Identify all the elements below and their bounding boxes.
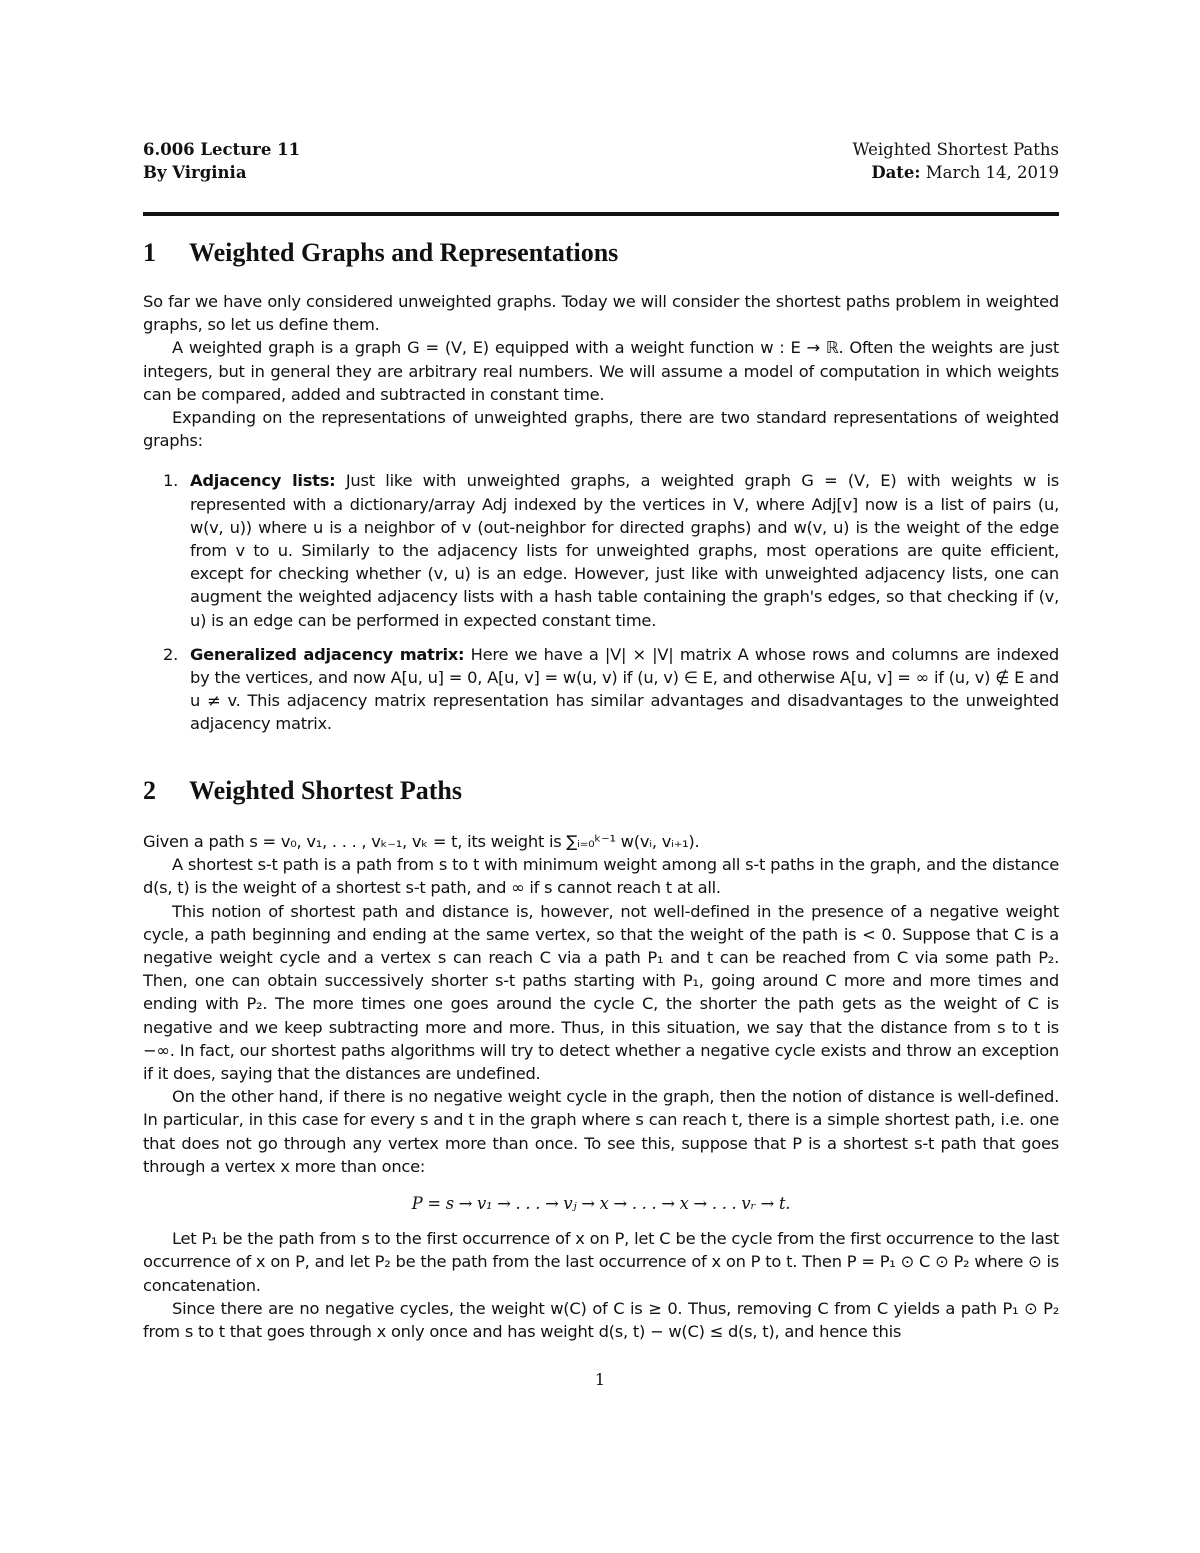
date-value: March 14, 2019 bbox=[920, 163, 1059, 182]
list-item-number: 1. bbox=[163, 471, 179, 491]
section-2-paragraph-2: A shortest s-t path is a path from s to t with minimum weight among all s-t paths in the graph, and the distance d(s, t) is the weight of a shortest s-t path, and ∞ if s cannot reach t at all. bbox=[143, 855, 1059, 898]
page-number: 1 bbox=[594, 1370, 606, 1389]
list-item-number: 2. bbox=[163, 644, 179, 664]
section-2-heading bbox=[143, 776, 462, 806]
list-item bbox=[143, 643, 1059, 736]
path-equation: P = s → v₁ → . . . → vⱼ → x → . . . → x → . . . vᵣ → t. bbox=[411, 1194, 791, 1214]
section-1-title: Weighted Graphs and Representations bbox=[189, 238, 619, 267]
section-2-body bbox=[143, 830, 1059, 1343]
section-1-paragraph-3: Expanding on the representations of unweighted graphs, there are two standard representations of weighted graphs: bbox=[143, 408, 1059, 451]
section-1-number: 1 bbox=[143, 238, 156, 267]
lecture-topic: Weighted Shortest Paths bbox=[852, 140, 1059, 159]
header-rule bbox=[143, 212, 1059, 216]
section-2-number: 2 bbox=[143, 776, 156, 805]
section-1-heading bbox=[143, 238, 618, 268]
section-1-paragraph-1: So far we have only considered unweighted graphs. Today we will consider the shortest paths problem in weighted graphs, so let us define them. bbox=[143, 292, 1059, 335]
date-label: Date: bbox=[871, 163, 921, 182]
header-row-1 bbox=[143, 138, 1059, 161]
list-item-text: Just like with unweighted graphs, a weighted graph G = (V, E) with weights w is represented with a dictionary/array Adj indexed by the vertices in V, where Adj[v] now is a list of pairs (u, w(v, u)) where u is a neighbor of v (out-neighbor for directed graphs) and w(v, u) is the weight of the edge from v to u. Similarly to the adjacency lists for unweighted graphs, most operations are quite efficient, except for checking whether (v, u) is an edge. However, just like with unweighted adjacency lists, one can augment the weighted adjacency lists with a hash table containing the graph's edges, so that checking if (v, u) is an edge can be performed in expected constant time. bbox=[190, 471, 1059, 630]
section-2-paragraph-6: Since there are no negative cycles, the weight w(C) of C is ≥ 0. Thus, removing C from C yields a path P₁ ⊙ P₂ from s to t that goes through x only once and has weight d(s, t) − w(C) ≤ d(s, t), and hence this bbox=[143, 1298, 1059, 1342]
date-line bbox=[871, 161, 1059, 184]
list-item bbox=[143, 469, 1059, 631]
course-lecture: 6.006 Lecture 11 bbox=[143, 140, 301, 159]
section-2-paragraph-4: On the other hand, if there is no negative weight cycle in the graph, then the notion of distance is well-defined. In particular, in this case for every s and t in the graph where s can reach t, there is a simple shortest path, i.e. one that does not go through any vertex more than once. To see this, suppose that P is a shortest s-t path that goes through a vertex x more than once: bbox=[143, 1087, 1059, 1176]
list-item-title: Generalized adjacency matrix: bbox=[190, 644, 465, 664]
section-2-paragraph-3: This notion of shortest path and distance is, however, not well-defined in the presence of a negative weight cycle, a path beginning and ending at the same vertex, so that the weight of the path is < 0. Suppose that C is a negative weight cycle and a vertex s can reach C via a path P₁ and t can be reached from C via some path P₂. Then, one can obtain successively shorter s-t paths starting with P₁, going around C more and more times and ending with P₂. The more times one goes around the cycle C, the shorter the path gets as the weight of C is negative and we keep subtracting more and more. Thus, in this situation, we say that the distance from s to t is −∞. In fact, our shortest paths algorithms will try to detect whether a negative cycle exists and throw an exception if it does, saying that the distances are undefined. bbox=[143, 901, 1059, 1084]
section-1-paragraph-2: A weighted graph is a graph G = (V, E) equipped with a weight function w : E → ℝ. Often the weights are just integers, but in general they are arbitrary real numbers. We will assume a model of computation in which weights can be compared, added and subtracted in constant time. bbox=[143, 338, 1059, 404]
list-item-text: Here we have a |V| × |V| matrix A whose rows and columns are indexed by the vertices, and now A[u, u] = 0, A[u, v] = w(u, v) if (u, v) ∈ E, and otherwise A[u, v] = ∞ if (u, v) ∉ E and u ≠ v. This adjacency matrix representation has similar advantages and disadvantages to the unweighted adjacency matrix. bbox=[190, 644, 1059, 734]
section-2-paragraph-5: Let P₁ be the path from s to the first occurrence of x on P, let C be the cycle from the first occurrence to the last occurrence of x on P, and let P₂ be the path from the last occurrence of x on P to t. Then P = P₁ ⊙ C ⊙ P₂ where ⊙ is concatenation. bbox=[143, 1229, 1059, 1295]
author: By Virginia bbox=[143, 163, 247, 182]
section-1-body bbox=[143, 290, 1059, 747]
representation-list bbox=[143, 469, 1059, 735]
page-header bbox=[143, 138, 1059, 184]
list-item-title: Adjacency lists: bbox=[190, 471, 336, 491]
header-row-2 bbox=[143, 161, 1059, 184]
section-2-paragraph-1: Given a path s = v₀, v₁, . . . , vₖ₋₁, vₖ = t, its weight is ∑ᵢ₌₀ᵏ⁻¹ w(vᵢ, vᵢ₊₁). bbox=[143, 832, 700, 851]
section-2-title: Weighted Shortest Paths bbox=[189, 776, 462, 805]
